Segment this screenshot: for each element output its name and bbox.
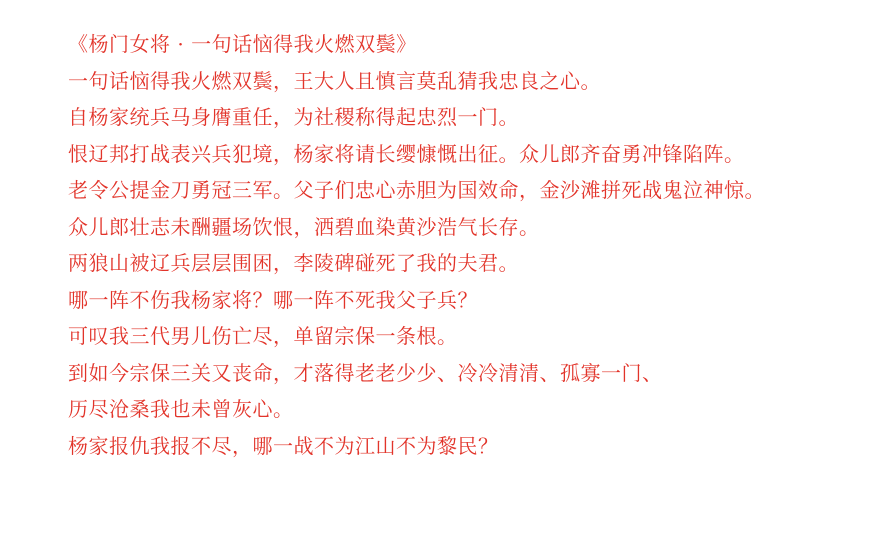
lyric-line: 杨家报仇我报不尽，哪一战不为江山不为黎民？ <box>68 433 499 458</box>
lyric-line: 哪一阵不伤我杨家将？哪一阵不死我父子兵？ <box>68 287 478 312</box>
lyric-line: 历尽沧桑我也未曾灰心。 <box>68 397 294 421</box>
lyric-line: 一句话恼得我火燃双鬓，王大人且慎言莫乱猜我忠良之心。 <box>68 68 601 93</box>
lyric-line: 两狼山被辽兵层层围困，李陵碑碰死了我的夫君。 <box>68 251 519 275</box>
lyric-line: 自杨家统兵马身膺重任，为社稷称得起忠烈一门。 <box>68 105 519 129</box>
lyric-line: 到如今宗保三关又丧命，才落得老老少少、冷冷清清、孤寡一门、 <box>68 360 663 385</box>
lyric-line: 老令公提金刀勇冠三军。父子们忠心赤胆为国效命，金沙滩拼死战鬼泣神惊。 <box>68 178 765 202</box>
document-title: 《杨门女将 · 一句话恼得我火燃双鬓》 <box>68 32 417 56</box>
lyric-line: 可叹我三代男儿伤亡尽，单留宗保一条根。 <box>68 324 458 348</box>
lyric-line: 众儿郎壮志未酬疆场饮恨，洒碧血染黄沙浩气长存。 <box>68 214 540 239</box>
lyric-line: 恨辽邦打战表兴兵犯境，杨家将请长缨慷慨出征。众儿郎齐奋勇冲锋陷阵。 <box>68 141 745 166</box>
